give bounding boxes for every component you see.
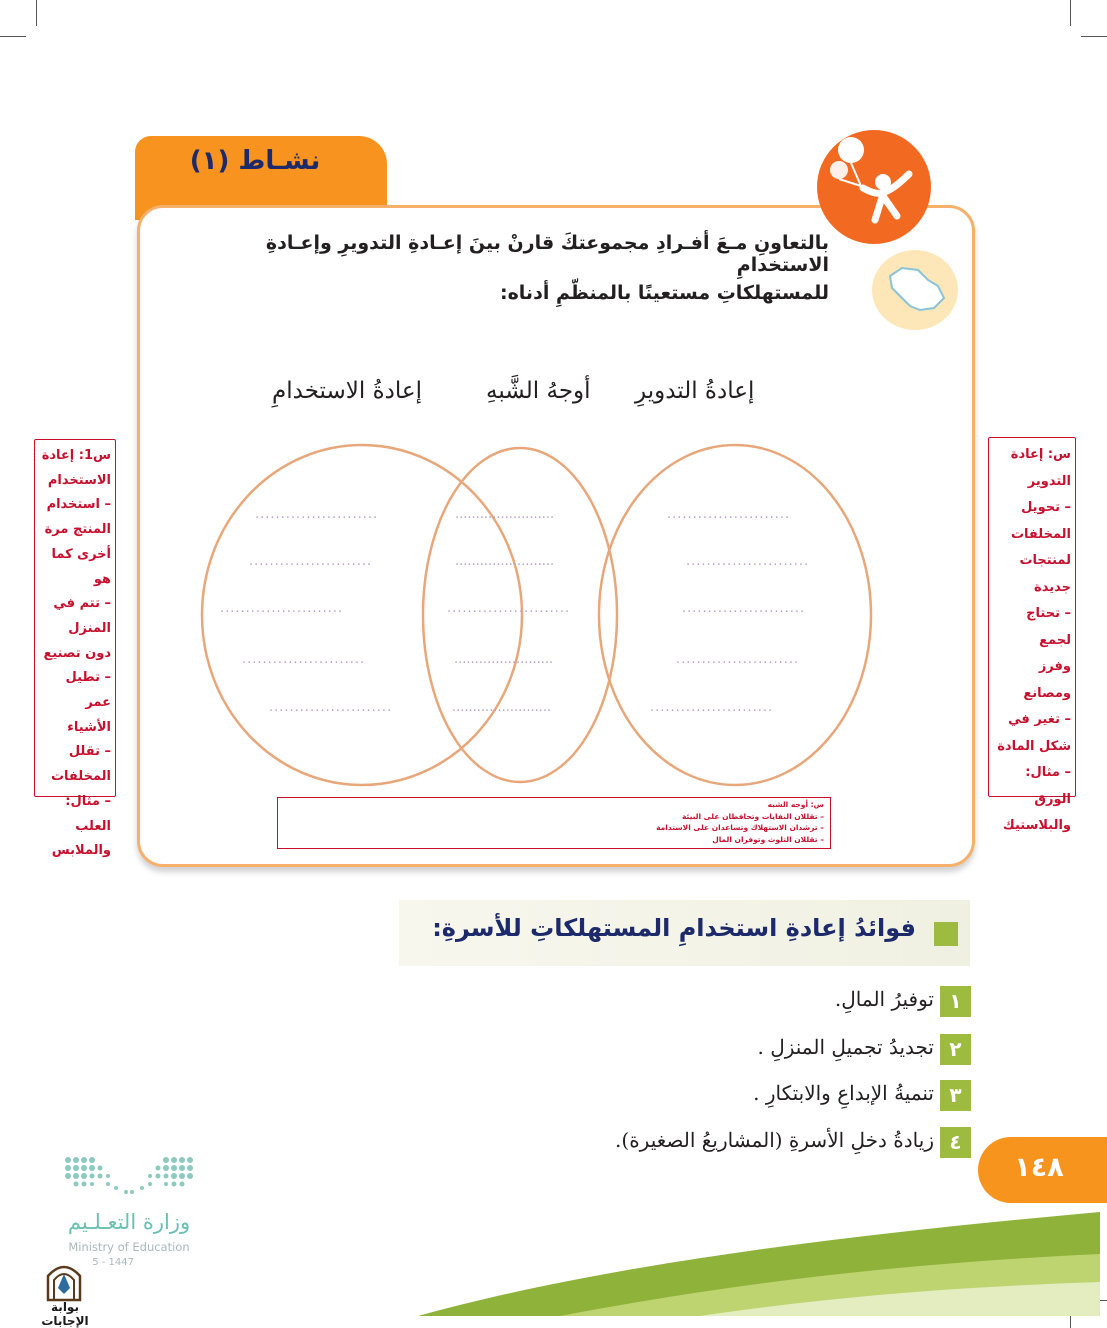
answer-line: أخرى كما هو xyxy=(51,546,111,587)
item-number-badge: ٢ xyxy=(940,1034,971,1065)
dotted-line[interactable]: ........................ xyxy=(220,601,344,616)
item-number-badge: ٣ xyxy=(940,1080,971,1111)
dotted-line[interactable]: ........................ xyxy=(452,700,552,715)
dotted-line[interactable]: ........................ xyxy=(455,507,555,522)
dotted-line[interactable]: ........................ xyxy=(667,507,791,522)
benefit-item: توفيرُ المالِ. xyxy=(834,987,934,1011)
answer-line: – مثال: xyxy=(65,793,111,809)
answer-line: شكل المادة xyxy=(997,738,1071,754)
instruction-line-1: بالتعاونِ مـعَ أفـرادِ مجموعتكَ قارنْ بينَ إعـادةِ التدويرِ وإعـادةِ الاستخدامِ xyxy=(265,232,829,276)
answer-line: العلب xyxy=(75,818,111,834)
answer-line: المنتج مرة xyxy=(44,522,111,538)
dotted-line[interactable]: ........................ xyxy=(249,554,373,569)
recycle-heading: إعادةُ التدويرِ xyxy=(635,378,755,404)
dotted-line[interactable]: ........................ xyxy=(242,652,366,667)
answer-line: المخلفات xyxy=(1010,526,1071,542)
answer-line: – تطيل عمر xyxy=(65,670,111,711)
page-number: ١٤٨ xyxy=(1014,1152,1064,1183)
ministry-name-english: Ministry of Education xyxy=(68,1240,190,1254)
answer-line: جديدة xyxy=(1034,579,1071,595)
answer-line: – تقللان النفايات وتحافظان على البيئة xyxy=(681,811,824,821)
dotted-line[interactable]: ........................ xyxy=(447,601,571,616)
benefit-item: تجديدُ تجميلِ المنزلِ . xyxy=(757,1035,934,1059)
activity-title: نشـاط (١) xyxy=(189,146,321,176)
answer-line: الورق xyxy=(1034,791,1071,807)
answer-line: س: إعادة xyxy=(1010,447,1071,462)
answer-line: س: أوجه الشبه xyxy=(767,800,824,809)
answer-line: – تحويل xyxy=(1021,500,1071,515)
answer-line: – تتم في المنزل xyxy=(53,596,111,636)
dotted-line[interactable]: ........................ xyxy=(650,700,774,715)
answer-line: – تحتاج لجمع xyxy=(1026,606,1071,648)
dotted-line[interactable]: ........................ xyxy=(682,601,806,616)
answer-line: س1: إعادة xyxy=(41,448,111,463)
answer-line: والملابس xyxy=(51,843,111,859)
answer-line: الاستخدام xyxy=(47,472,111,488)
answer-line: – استخدام xyxy=(46,497,111,513)
dotted-line[interactable]: ........................ xyxy=(455,554,555,569)
reuse-heading: إعادةُ الاستخدامِ xyxy=(272,378,422,404)
dotted-line[interactable]: ........................ xyxy=(255,507,379,522)
dotted-line[interactable]: ........................ xyxy=(454,652,554,667)
dotted-line[interactable]: ........................ xyxy=(269,700,393,715)
answer-line: – تقللان التلوث وتوفران المال xyxy=(712,834,824,844)
answer-line: لمنتجات xyxy=(1019,553,1071,568)
answer-line: دون تصنيع xyxy=(43,645,111,661)
benefits-title: فوائدُ إعادةِ استخدامِ المستهلكاتِ للأسرةِ: xyxy=(432,914,916,942)
edition-year: 5 - 1447 xyxy=(92,1257,134,1268)
benefit-item: تنميةُ الإبداعِ والابتكارِ . xyxy=(753,1081,934,1105)
dotted-line[interactable]: ........................ xyxy=(686,554,810,569)
answer-line: التدوير xyxy=(1027,473,1071,489)
answer-line: – مثال: xyxy=(1025,765,1071,780)
ministry-logo-icon xyxy=(62,1154,196,1200)
answer-line: وفرز ومصانع xyxy=(1023,659,1071,701)
dotted-line[interactable]: ........................ xyxy=(676,652,800,667)
answer-line: – تقلل xyxy=(68,744,111,760)
answers-portal-name[interactable]: بوابة الإجابات xyxy=(41,1300,89,1328)
benefit-item: زيادةُ دخلِ الأسرةِ (المشاريعُ الصغيرة). xyxy=(615,1128,934,1152)
answer-line: المخلفات xyxy=(50,769,111,785)
item-number-badge: ١ xyxy=(940,986,971,1017)
instruction-line-2: للمستهلكاتِ مستعينًا بالمنظّمِ أدناه: xyxy=(499,282,829,304)
answer-line: الأشياء xyxy=(67,719,111,735)
item-number-badge: ٤ xyxy=(940,1127,971,1158)
ministry-name-arabic: وزارة التعـلـيم xyxy=(67,1210,191,1234)
similarities-heading: أوجهُ الشَّبهِ xyxy=(486,378,591,404)
answer-line: – ترشدان الاستهلاك وتساعدان على الاستدامة xyxy=(656,823,824,832)
answers-portal-logo-icon[interactable] xyxy=(44,1258,84,1302)
answer-line: والبلاستيك xyxy=(1002,818,1071,833)
answer-line: – تغير في xyxy=(1008,712,1071,727)
